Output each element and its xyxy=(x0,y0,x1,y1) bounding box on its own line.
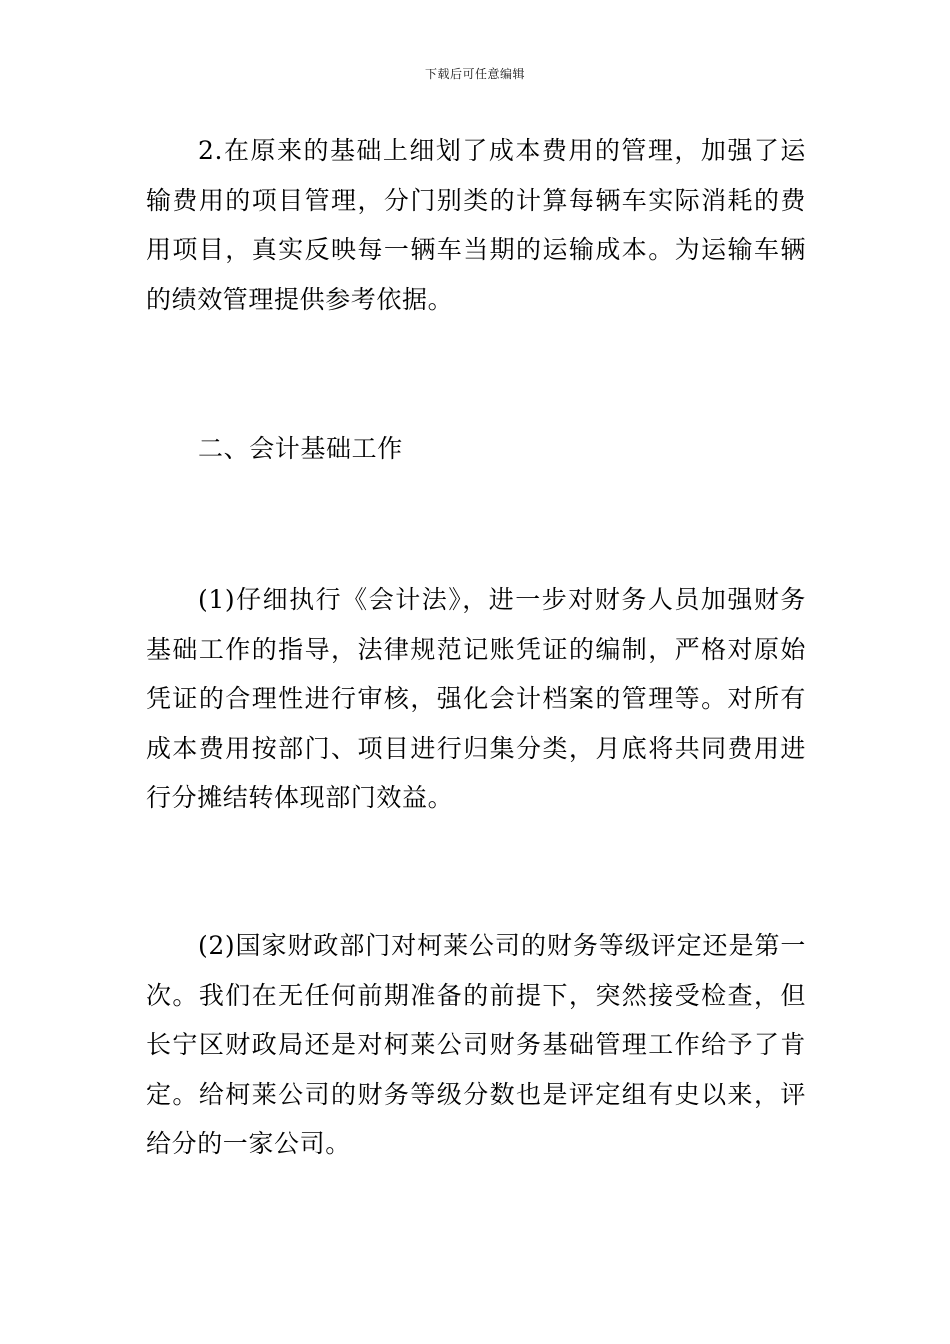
paragraph-financial-rating: (2)国家财政部门对柯莱公司的财务等级评定还是第一次。我们在无任何前期准备的前提下，突然接受检查，但长宁区财政局还是对柯莱公司财务基础管理工作给予了肯定。给柯莱公司的财务等级分数也是评定组有史以来，评给分的一家公司。 xyxy=(146,931,806,1158)
page-header: 下载后可任意编辑 xyxy=(424,67,525,81)
paragraph-cost-management: 2.在原来的基础上细划了成本费用的管理，加强了运输费用的项目管理，分门别类的计算每辆车实际消耗的费用项目，真实反映每一辆车当期的运输成本。为运输车辆的绩效管理提供参考依据。 xyxy=(146,136,806,314)
section-heading-accounting-basics: 二、会计基础工作 xyxy=(198,434,403,463)
paragraph-accounting-law: (1)仔细执行《会计法》，进一步对财务人员加强财务基础工作的指导，法律规范记账凭证的编制，严格对原始凭证的合理性进行审核，强化会计档案的管理等。对所有成本费用按部门、项目进行归集分类，月底将共同费用进行分摊结转体现部门效益。 xyxy=(146,585,806,812)
